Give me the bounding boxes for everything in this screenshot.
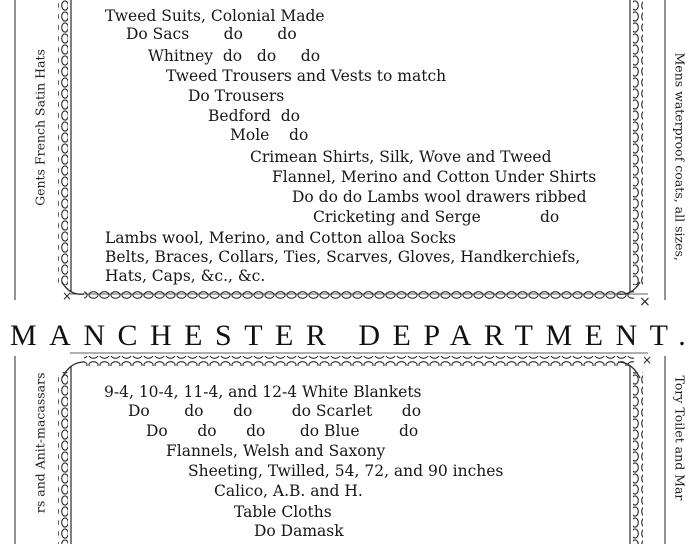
svg-text:×: × [639,294,651,310]
upper-right-side-caption: Mens waterproof coats, all sizes, [672,52,688,261]
upper-item-6: Bedford do [208,107,300,125]
lower-item-8: Do Damask [254,522,344,540]
upper-right-chain [633,0,643,285]
upper-item-12: Lambs wool, Merino, and Cotton alloa Socks [105,229,456,247]
upper-item-1: Tweed Suits, Colonial Made [105,7,325,25]
upper-item-4: Tweed Trousers and Vests to match [166,67,447,85]
upper-item-8: Crimean Shirts, Silk, Wove and Tweed [250,148,552,166]
lower-item-4: Flannels, Welsh and Saxony [166,442,386,460]
upper-item-13: Belts, Braces, Collars, Ties, Scarves, Gloves, Handkerchiefs, [105,248,581,266]
upper-left-side-caption: Gents French Satin Hats [32,49,48,206]
upper-item-14: Hats, Caps, &c., &c. [105,267,266,285]
upper-left-chain [58,0,68,285]
upper-item-5: Do Trousers [188,87,285,105]
department-heading [0,318,700,354]
lower-item-6: Calico, A.B. and H. [214,482,363,500]
svg-text:×: × [642,353,653,367]
upper-item-3: Whitney do do do [148,47,321,65]
upper-item-7: Mole do [230,126,309,144]
lower-item-7: Table Cloths [234,503,332,521]
lower-item-2: Do do do do Scarlet do [128,402,422,420]
lower-item-1: 9-4, 10-4, 11-4, and 12-4 White Blankets [104,383,422,401]
department-heading-text: MANCHESTER DEPARTMENT. [10,319,699,352]
lower-top-chain [84,356,634,366]
svg-text:×: × [62,289,73,303]
lower-right-side-caption: Tory Toilet and Mar [672,375,688,501]
lower-left-side-caption: rs and Anit-macassars [32,372,48,514]
upper-item-2: Do Sacs do do [126,25,297,43]
lower-left-chain [58,372,68,544]
lower-item-3: Do do do do Blue do [146,422,419,440]
upper-item-11: Cricketing and Serge do [313,208,560,226]
upper-item-9: Flannel, Merino and Cotton Under Shirts [272,168,597,186]
lower-right-chain [633,372,643,544]
lower-item-5: Sheeting, Twilled, 54, 72, and 90 inches [188,462,504,480]
upper-item-10: Do do do Lambs wool drawers ribbed [292,188,587,206]
